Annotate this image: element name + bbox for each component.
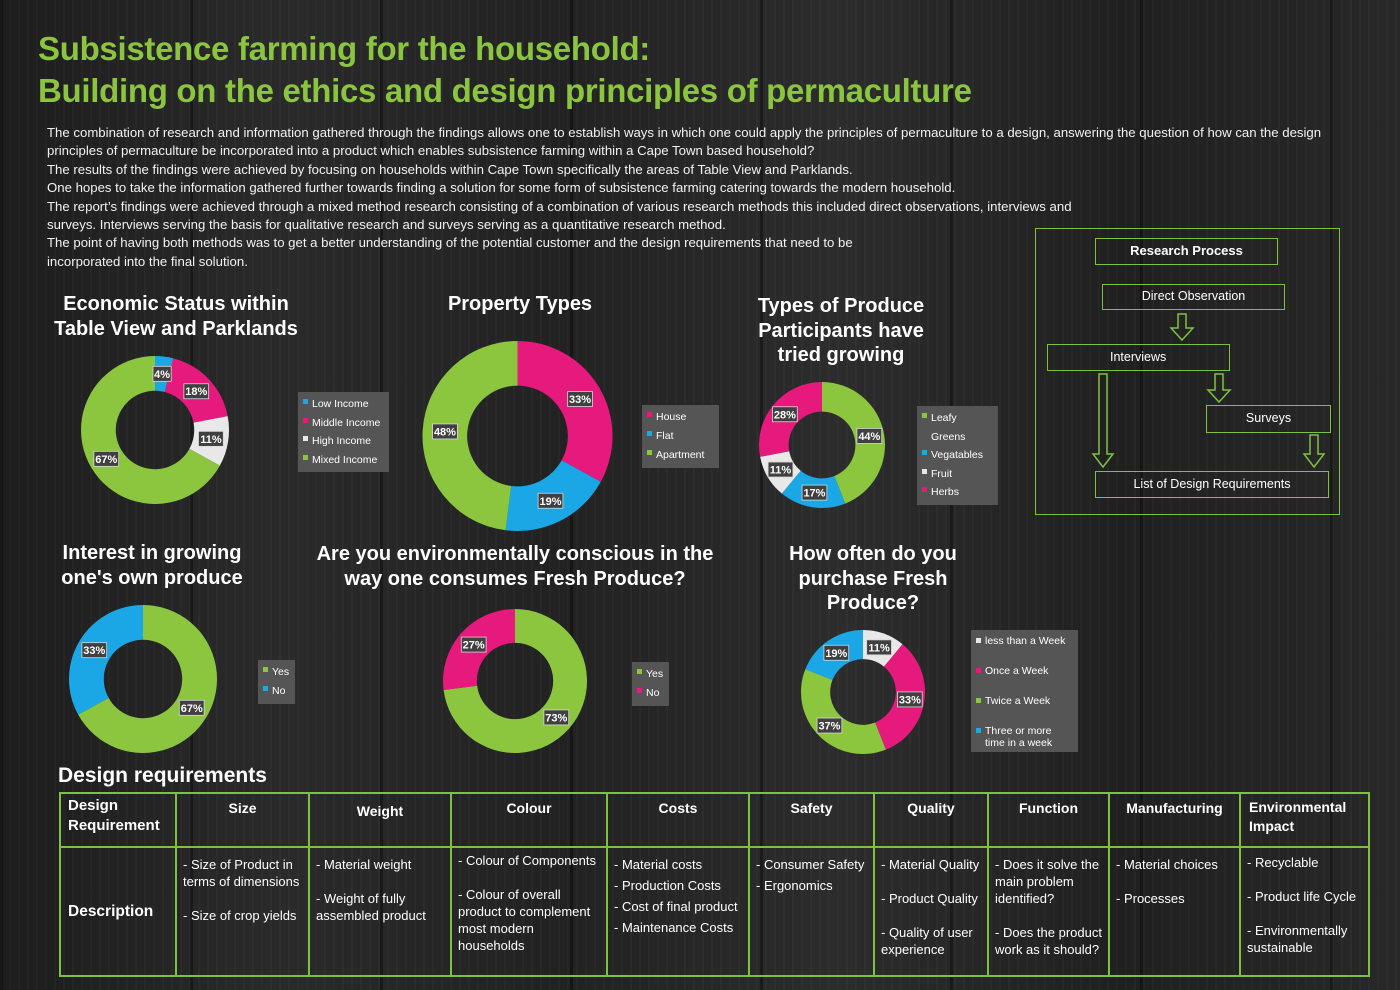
svg-text:27%: 27% [462,639,485,652]
legend-swatch [303,436,308,441]
legend-swatch [922,487,927,492]
legend-item-no [263,682,289,701]
header-cell: Quality [874,793,988,847]
interest-legend [258,660,295,704]
description-cell [309,847,451,976]
legend-label: Flat [656,430,674,442]
legend-swatch [303,399,308,404]
legend-swatch [922,413,927,418]
requirement-item: - Consumer Safety [756,857,865,872]
step-design-requirements: List of Design Requirements [1095,471,1329,498]
svg-text:33%: 33% [83,645,106,658]
header-cell: Safety [749,793,874,847]
conscious-donut-chart [442,608,588,754]
legend-swatch [303,418,308,423]
intro-paragraph: The point of having both methods was to get a better understanding of the potential customer and the design requirements that need to be incorporated into the final solution. [47,235,853,269]
legend-item-less-than-a-week [976,635,1072,647]
economic-legend [298,392,389,472]
requirement-item: - Size of crop yields [183,908,297,923]
requirement-item: - Processes [1116,891,1185,906]
legend-item-apartment [647,446,713,465]
legend-label: Apartment [656,449,705,461]
conscious-chart-title: Are you environmentally conscious in the way one consumes Fresh Produce? [316,543,714,590]
legend-item-herbs [922,483,992,502]
svg-text:17%: 17% [803,487,826,500]
data-label-twice-a-week [817,718,842,733]
legend-swatch [647,412,652,417]
page-title [38,28,972,112]
legend-label: Once a Week [985,665,1049,677]
svg-text:11%: 11% [200,433,222,446]
description-cell [451,847,607,976]
legend-label: Vegatables [931,449,983,462]
svg-text:28%: 28% [773,409,796,422]
table-description-row [60,847,1369,976]
data-label-yes [544,710,569,725]
slice-no [69,605,143,715]
data-label-flat [538,493,563,508]
research-process-title: Research Process [1095,238,1278,265]
legend-label: less than a Week [985,635,1066,647]
legend-item-once-a-week [976,665,1072,677]
legend-label: High Income [312,435,371,447]
description-cell [749,847,874,976]
svg-text:73%: 73% [545,712,568,725]
data-label-once-a-week [897,692,922,707]
requirement-item: - Colour of Components [458,853,597,868]
design-requirements-table [59,792,1370,977]
legend-item-three-or-more-time-in-a-week [976,725,1072,749]
table-header-row [60,793,1369,847]
legend-item-yes [637,665,663,684]
header-cell: Environmental Impact [1240,793,1369,847]
svg-text:44%: 44% [858,430,881,443]
requirement-item: - Cost of final product [614,899,738,914]
requirement-item: - Material weight [316,857,412,872]
data-label-apartment [433,424,458,439]
interest-chart-title: Interest in growing one's own produce [61,542,243,589]
produce-donut-chart [758,380,886,510]
svg-text:67%: 67% [95,453,118,466]
legend-swatch [263,686,268,691]
arrow-interviews-to-surveys [1208,374,1230,402]
requirement-item: - Product life Cycle [1247,889,1357,904]
data-label-yes [179,700,204,715]
header-cell: Manufacturing [1109,793,1240,847]
step-interviews: Interviews [1047,344,1230,371]
svg-text:67%: 67% [180,702,203,715]
legend-swatch [976,668,981,673]
description-cell [176,847,309,976]
produce-legend [917,406,998,505]
intro-paragraph: The combination of research and information gathered through the findings allows one to establish ways in which one could apply the principles of permaculture to a design, answering the question of how can the design principles of permaculture be incorporated into a product which enables subsistence farming within a Cape Town based household? [47,125,1322,159]
svg-text:18%: 18% [185,386,208,399]
legend-item-fruit [922,465,992,484]
research-flow-arrows [1035,228,1338,513]
requirement-item: - Maintenance Costs [614,920,734,935]
purchase-chart-title: How often do you purchase Fresh Produce? [789,543,957,614]
svg-text:37%: 37% [818,720,841,733]
legend-item-low-income [303,395,383,414]
legend-swatch [647,450,652,455]
legend-item-vegatables [922,446,992,465]
legend-swatch [976,728,981,733]
arrow-surveys-to-list [1304,435,1324,467]
data-label-middle-income [184,384,209,399]
legend-label: Low Income [312,398,369,410]
data-label-vegatables [802,485,827,500]
legend-item-yes [263,663,289,682]
legend-label: No [646,687,660,699]
step-surveys: Surveys [1206,405,1331,433]
slice-twice-a-week [801,669,886,754]
data-label-less-than-a-week [867,640,892,655]
legend-swatch [976,698,981,703]
requirement-item: - Product Quality [881,891,978,906]
legend-label: Leafy Greens [931,412,966,443]
legend-swatch [637,688,642,693]
requirement-item: - Size of Product in terms of dimensions [183,857,300,889]
title-line-2: Building on the ethics and design principles of permaculture [38,72,972,109]
svg-text:33%: 33% [569,394,592,407]
data-label-fruit [768,462,793,477]
legend-label: Fruit [931,467,952,480]
property-chart-title: Property Types [447,293,593,315]
interest-donut-chart [68,604,218,754]
legend-swatch [263,667,268,672]
arrow-observation-to-interviews [1171,314,1193,340]
legend-swatch [647,431,652,436]
svg-text:19%: 19% [539,495,562,508]
data-label-leafy-greens [857,428,882,443]
intro-paragraph: The report’s findings were achieved through a mixed method research consisting of a combination of various research methods this included direct observations, interviews and surveys. Interviews serving the basis for qualitative research and surveys serving as a quantitative research method. [47,198,1072,233]
purchase-donut-chart [800,628,926,756]
requirement-item: - Recyclable [1247,855,1319,870]
requirement-item: - Weight of fully assembled product [316,891,426,923]
legend-item-twice-a-week [976,695,1072,707]
data-label-low-income [153,366,171,381]
data-label-herbs [772,407,797,422]
row-label-cell: Description [60,847,176,976]
data-label-mixed-income [94,451,119,466]
legend-swatch [922,450,927,455]
header-cell: Weight [309,793,451,847]
intro-paragraph: The results of the findings were achieved by focusing on households within Cape Town specifically the areas of Table View and Parklands. [47,161,853,177]
requirement-item: - Ergonomics [756,878,833,893]
data-label-three-or-more-time-in-a-week [824,645,849,660]
design-requirements-title: Design requirements [58,764,267,787]
description-cell [1109,847,1240,976]
legend-label: No [272,685,286,697]
legend-item-mixed-income [303,451,383,470]
svg-text:11%: 11% [769,464,792,477]
header-cell: Function [988,793,1109,847]
property-donut-chart [420,340,615,532]
legend-swatch [922,469,927,474]
legend-label: Three or more time in a week [985,725,1053,749]
header-cell: Size [176,793,309,847]
arrow-interviews-to-list [1093,374,1113,467]
economic-chart-title: Economic Status within Table View and Parklands [54,293,298,340]
header-cell: Costs [607,793,749,847]
legend-item-house [647,408,713,427]
legend-item-middle-income [303,414,383,433]
header-cell: Design Requirement [60,793,176,847]
slice-house [518,341,613,482]
data-label-no [461,637,486,652]
legend-label: Herbs [931,486,960,499]
purchase-legend [971,630,1078,752]
svg-text:48%: 48% [433,426,456,439]
legend-item-leafy-greens [922,409,992,446]
data-label-house [568,392,593,407]
svg-text:11%: 11% [868,642,890,655]
svg-text:19%: 19% [825,647,848,660]
step-direct-observation: Direct Observation [1102,284,1285,310]
legend-item-high-income [303,432,383,451]
legend-swatch [303,455,308,460]
legend-label: Mixed Income [312,453,378,466]
requirement-item: - Material choices [1116,857,1218,872]
svg-text:33%: 33% [898,694,921,707]
legend-label: Yes [272,666,290,678]
data-label-no [82,643,107,658]
requirement-item: - Colour of overall product to complement most modern households [458,887,591,953]
title-line-1: Subsistence farming for the household: [38,30,650,67]
svg-text:4%: 4% [154,368,171,381]
conscious-legend [632,662,669,706]
requirement-item: - Environmentally sustainable [1247,923,1348,955]
legend-item-no [637,684,663,703]
legend-item-flat [647,427,713,446]
requirement-item: - Production Costs [614,878,721,893]
legend-label: Twice a Week [985,695,1051,707]
legend-label: Yes [646,668,664,680]
description-cell [1240,847,1369,976]
requirement-item: - Material costs [614,857,703,872]
requirement-item: - Material Quality [881,857,980,872]
requirement-item: - Does the product work as it should? [995,925,1102,957]
property-legend [642,405,719,468]
description-cell [874,847,988,976]
legend-swatch [637,669,642,674]
intro-paragraph: One hopes to take the information gathered further towards finding a solution for some form of subsistence farming catering towards the modern household. [47,180,956,196]
legend-label: House [656,411,687,423]
produce-chart-title: Types of Produce Participants have tried growing [757,295,925,366]
requirement-item: - Quality of user experience [881,925,973,957]
legend-swatch [976,638,981,643]
economic-donut-chart [80,355,230,505]
data-label-high-income [199,431,224,446]
description-cell [607,847,749,976]
description-cell [988,847,1109,976]
requirement-item: - Does it solve the main problem identified? [995,857,1100,906]
header-cell: Colour [451,793,607,847]
legend-label: Middle Income [312,416,381,429]
